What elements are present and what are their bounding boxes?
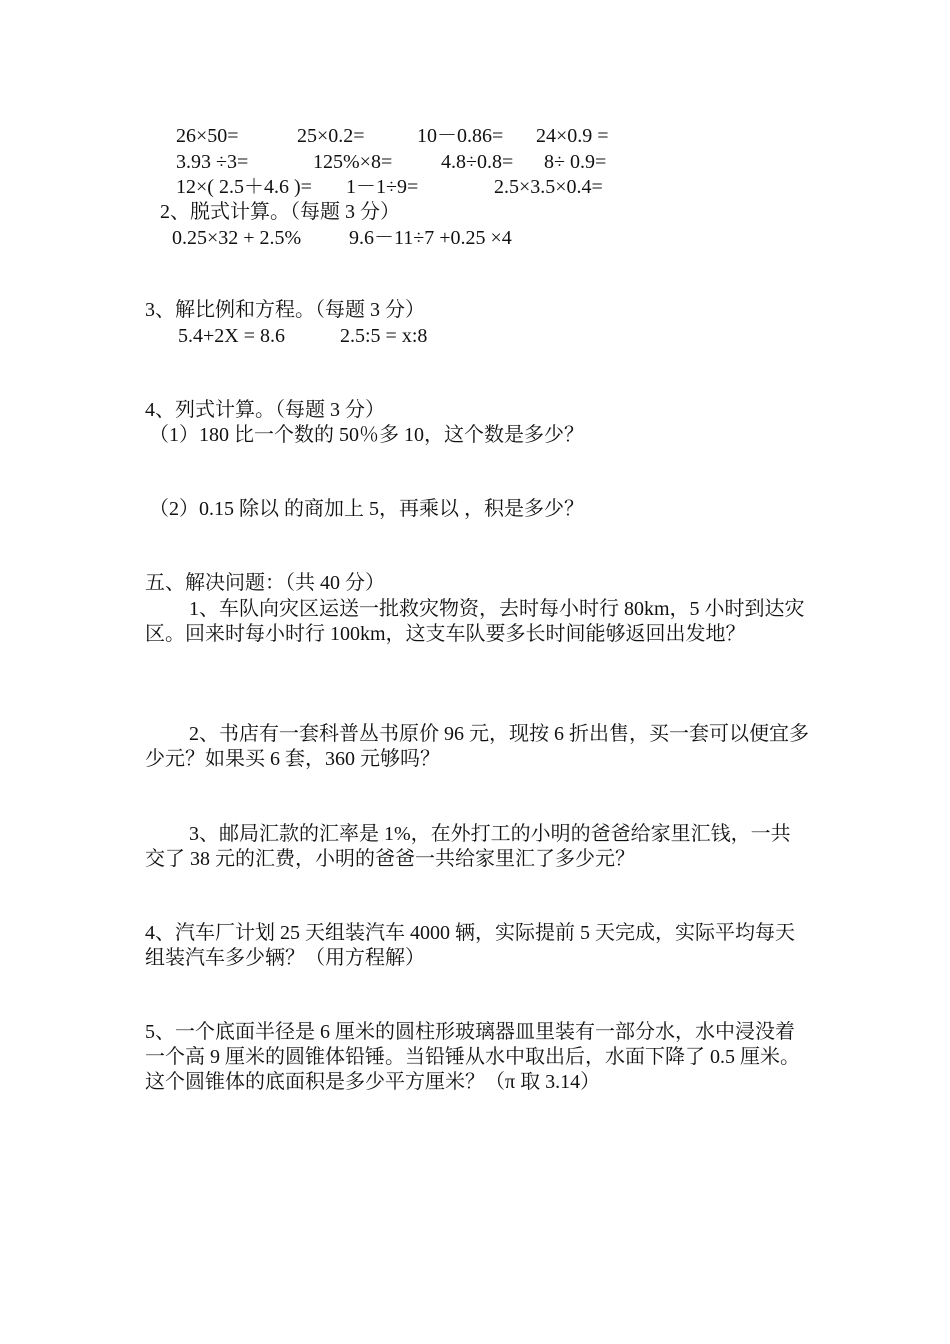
problem-4-text: 4、汽车厂计划 25 天组装汽车 4000 辆，实际提前 5 天完成，实际平均每天组装汽车多少辆？（用方程解） <box>145 922 795 969</box>
oral-calc-1-1: 26×50= <box>176 125 239 147</box>
oral-calc-2-4: 8÷ 0.9= <box>544 151 607 173</box>
section-4-question-1: （1）180 比一个数的 50％多 10，这个数是多少？ <box>149 424 584 446</box>
oral-calc-1-4: 24×0.9 = <box>536 125 609 147</box>
section-3-problem-2: 2.5:5 = x:8 <box>340 325 428 347</box>
section-4-question-2: （2）0.15 除以 的商加上 5，再乘以 ，积是多少？ <box>149 498 584 520</box>
problem-3-text: 3、邮局汇款的汇率是 1%，在外打工的小明的爸爸给家里汇钱，一共交了 38 元的汇费，小明的爸爸一共给家里汇了多少元？ <box>145 823 791 870</box>
section-2-heading: 2、脱式计算。（每题 3 分） <box>160 201 400 223</box>
oral-calc-2-1: 3.93 ÷3= <box>176 151 249 173</box>
section-5-heading: 五、解决问题：（共 40 分） <box>145 572 385 594</box>
oral-calc-2-2: 125%×8= <box>313 151 393 173</box>
oral-calc-1-2: 25×0.2= <box>297 125 365 147</box>
oral-calc-3-3: 2.5×3.5×0.4= <box>494 176 603 198</box>
section-2-problem-2: 9.6－11÷7 +0.25 ×4 <box>349 227 512 249</box>
oral-calc-3-2: 1－1÷9= <box>346 176 419 198</box>
section-3-problem-1: 5.4+2X = 8.6 <box>178 325 286 347</box>
oral-calc-2-3: 4.8÷0.8= <box>441 151 514 173</box>
problem-2-text: 2、书店有一套科普丛书原价 96 元，现按 6 折出售，买一套可以便宜多少元？如果买 6 套，360 元够吗？ <box>145 723 809 770</box>
oral-calc-1-3: 10－0.86= <box>417 125 504 147</box>
section-4-heading: 4、列式计算。（每题 3 分） <box>145 399 385 421</box>
problem-1-text: 1、车队向灾区运送一批救灾物资，去时每小时行 80km，5 小时到达灾区。回来时每小时行 100km，这支车队要多长时间能够返回出发地？ <box>145 598 805 645</box>
section-3-heading: 3、解比例和方程。（每题 3 分） <box>145 299 425 321</box>
section-2-problem-1: 0.25×32 + 2.5% <box>172 227 302 249</box>
oral-calc-3-1: 12×( 2.5＋4.6 )= <box>176 176 312 198</box>
problem-5-text: 5、一个底面半径是 6 厘米的圆柱形玻璃器皿里装有一部分水，水中浸没着一个高 9 厘米的圆锥体铅锤。当铅锤从水中取出后，水面下降了 0.5 厘米。这个圆锥体的底面积是多少平方厘米？（π 取 3.14） <box>145 1021 800 1093</box>
